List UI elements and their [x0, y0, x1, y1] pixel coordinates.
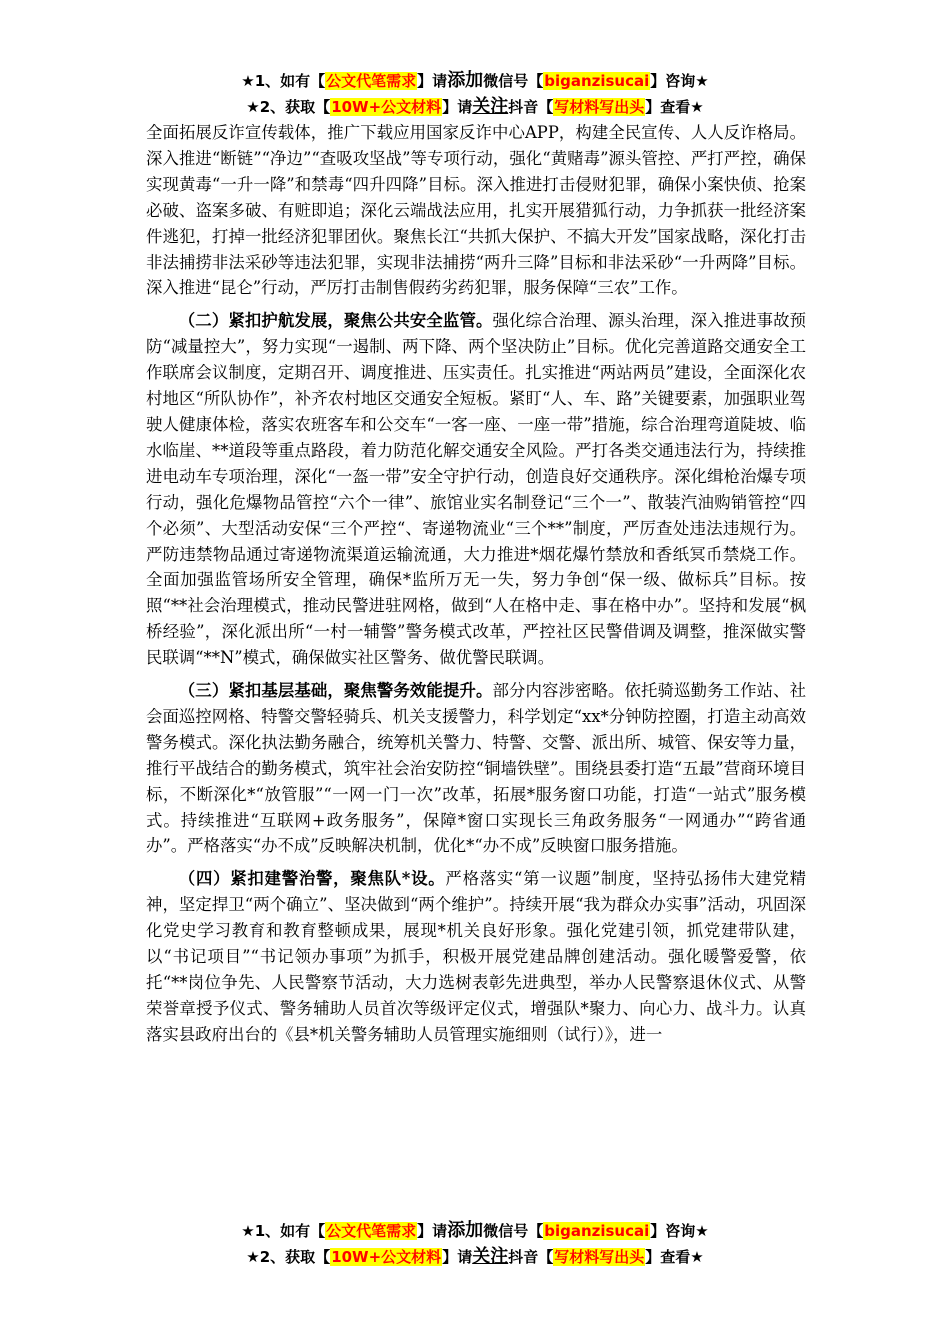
- promo-banner-bottom-line2: [0, 1244, 950, 1270]
- paragraph-text: 部分内容涉密略。依托骑巡勤务工作站、社会面巡控网格、特警交警轻骑兵、机关支援警力，科学划定“xx*分钟防控圈，打造主动高效警务模式。深化执法勤务融合，统筹机关警力、特警、交警、派出所、城管、保安等力量，推行平战结合的勤务模式，筑牢社会治安防控“铜墙铁壁”。围绕县委打造“五最”营商环境目标，不断深化*“放管服”“一网一门一次”改革，拓展*服务窗口功能，打造“一站式”服务模式。持续推进“互联网+政务服务”，保障*窗口实现长三角政务服务“一网通办”“跨省通办”。严格落实“办不成”反映解决机制，优化*“办不成”反映窗口服务措施。: [146, 681, 807, 856]
- paragraph-heading: （三）紧扣基层基础，聚焦警务效能提升。: [178, 681, 493, 701]
- document-body: [146, 120, 806, 1055]
- promo-banner-bottom-line1: [0, 1218, 950, 1244]
- banner-highlight: 公文代笔需求: [326, 1222, 417, 1240]
- paragraph-text: 严格落实“第一议题”制度，坚持弘扬伟大建党精神，坚定捍卫“两个确立”、坚决做到“两个维护”。持续开展“我为群众办实事”活动，巩固深化党史学习教育和教育整顿成果，展现*机关良好形象。强化党建引领，抓党建带队建，以“书记项目”“书记领办事项”为抓手，积极开展党建品牌创建活动。强化暖警爱警，依托“**岗位争先、人民警察节活动，大力选树表彰先进典型，举办人民警察退休仪式、从警荣誉章授予仪式、警务辅助人员首次等级评定仪式，增强队*聚力、向心力、战斗力。认真落实县政府出台的《县*机关警务辅助人员管理实施细则（试行）》，进一: [146, 869, 806, 1044]
- banner-text: 】查看★: [645, 98, 704, 116]
- paragraph: [146, 308, 806, 671]
- banner-highlight: 写材料写出头: [554, 1248, 645, 1266]
- paragraph-text: 强化综合治理、源头治理，深入推进事故预防“减量控大”，努力实现“一遏制、两下降、两个坚决防止”目标。优化完善道路交通安全工作联席会议制度，定期召开、调度推进、压实责任。扎实推进“两站两员”建设，全面深化农村地区“所队协作”，补齐农村地区交通安全短板。紧盯“人、车、路”关键要素，加强职业驾驶人健康体检，落实农班客车和公交车“一客一座、一座一带”措施，综合治理弯道陡坡、临水临崖、**道段等重点路段，着力防范化解交通安全风险。严打各类交通违法行为，持续推进电动车专项治理，深化“一盔一带”安全守护行动，创造良好交通秩序。深化缉枪治爆专项行动，强化危爆物品管控“六个一律”、旅馆业实名制登记“三个一”、散装汽油购销管控“四个必须”、大型活动安保“三个严控“、寄递物流业“三个**”制度，严厉查处违法违规行为。严防违禁物品通过寄递物流渠道运输流通，大力推进*烟花爆竹禁放和香纸冥币禁烧工作。全面加强监管场所安全管理，确保*监所万无一失，努力争创“保一级、做标兵”目标。按照“**社会治理模式，推动民警进驻网格，做到“人在格中走、事在格中办”。坚持和发展“枫桥经验”，深化派出所“一村一辅警”警务模式改革，严控社区民警借调及调整，推深做实警民联调“**N”模式，确保做实社区警务、做优警民联调。: [146, 311, 807, 668]
- paragraph: [146, 678, 806, 859]
- paragraph: [146, 866, 806, 1047]
- banner-text: 抖音【: [508, 1248, 554, 1266]
- banner-emphasis: 添加: [447, 70, 484, 91]
- banner-highlight: biganzisucai: [544, 1222, 650, 1240]
- banner-highlight: biganzisucai: [544, 72, 650, 90]
- banner-text: ★1、如有【: [241, 72, 326, 90]
- banner-emphasis: 关注: [472, 1246, 509, 1267]
- promo-banner-top-line2: [0, 94, 950, 120]
- banner-text: 】咨询★: [650, 1222, 709, 1240]
- banner-text: 】请: [442, 1248, 473, 1266]
- banner-text: 微信号【: [483, 72, 544, 90]
- banner-emphasis: 关注: [472, 96, 509, 117]
- banner-highlight: 公文代笔需求: [326, 72, 417, 90]
- banner-highlight: 10W+公文材料: [331, 1248, 442, 1266]
- banner-text: 】请: [417, 1222, 448, 1240]
- promo-banner-top-line1: [0, 68, 950, 94]
- paragraph-heading: （二）紧扣护航发展，聚焦公共安全监管。: [178, 311, 493, 331]
- banner-highlight: 写材料写出头: [554, 98, 645, 116]
- paragraph-text: 全面拓展反诈宣传载体，推广下载应用国家反诈中心APP，构建全民宣传、人人反诈格局。深入推进“断链”“净边”“查吸攻坚战”等专项行动，强化“黄赌毒”源头管控、严打严控，确保实现黄毒“一升一降”和禁毒“四升四降”目标。深入推进打击侵财犯罪，确保小案快侦、抢案必破、盗案多破、有赃即追；深化云端战法应用，扎实开展猎狐行动，力争抓获一批经济案件逃犯，打掉一批经济犯罪团伙。聚焦长江“共抓大保护、不搞大开发”国家战略，深化打击非法捕捞非法采砂等违法犯罪，实现非法捕捞“两升三降”目标和非法采砂“一升两降”目标。深入推进“昆仑”行动，严厉打击制售假药劣药犯罪，服务保障“三农”工作。: [146, 123, 806, 298]
- banner-text: ★2、获取【: [246, 98, 331, 116]
- banner-text: 】请: [442, 98, 473, 116]
- paragraph-heading: （四）紧扣建警治警，聚焦队*设。: [178, 869, 446, 889]
- banner-text: 微信号【: [483, 1222, 544, 1240]
- paragraph: [146, 120, 806, 301]
- banner-text: 抖音【: [508, 98, 554, 116]
- banner-text: ★2、获取【: [246, 1248, 331, 1266]
- banner-emphasis: 添加: [447, 1220, 484, 1241]
- banner-text: 】咨询★: [650, 72, 709, 90]
- banner-highlight: 10W+公文材料: [331, 98, 442, 116]
- banner-text: 】查看★: [645, 1248, 704, 1266]
- banner-text: ★1、如有【: [241, 1222, 326, 1240]
- banner-text: 】请: [417, 72, 448, 90]
